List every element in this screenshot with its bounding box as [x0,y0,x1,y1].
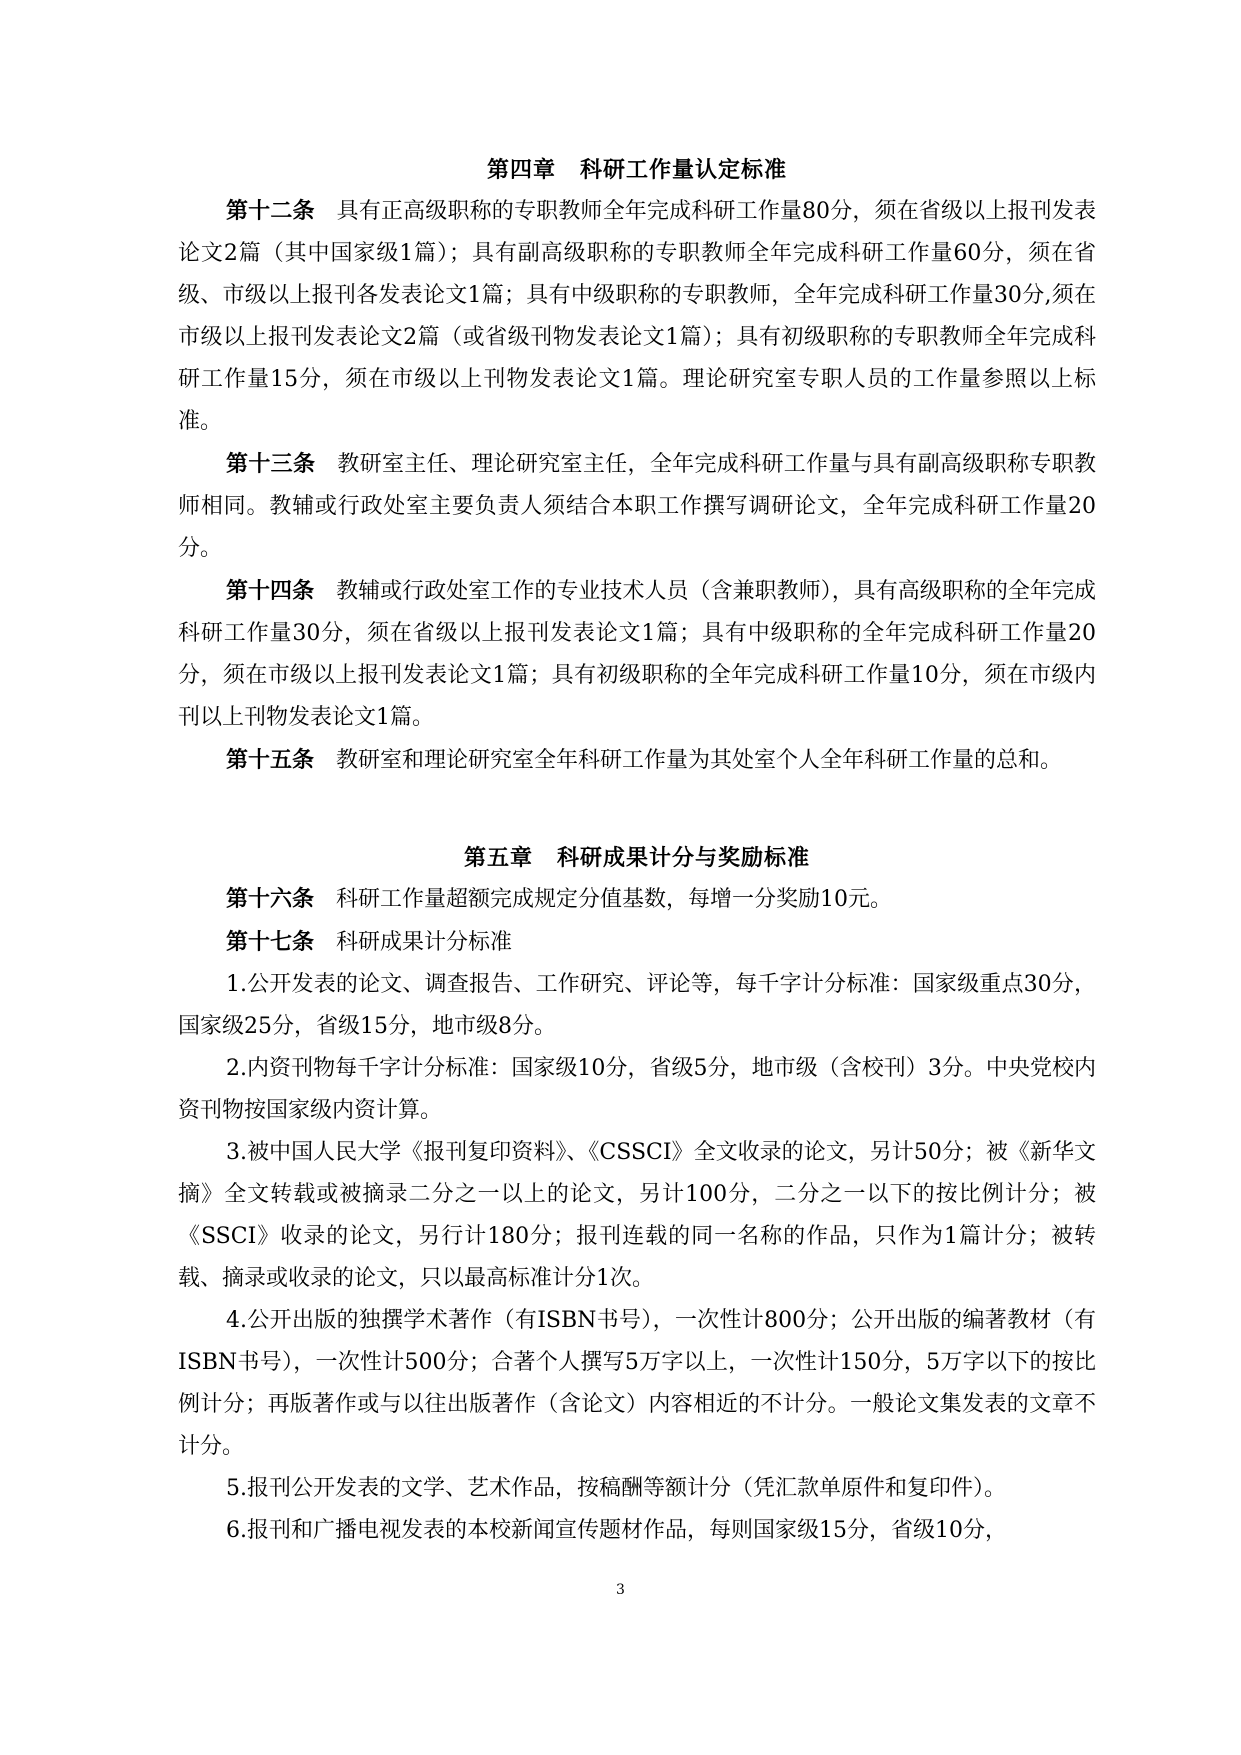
scoring-item-5: 5.报刊公开发表的文学、艺术作品，按稿酬等额计分（凭汇款单原件和复印件）。 [226,1476,1006,1501]
article-17 [178,921,1096,964]
scoring-item-1: 1.公开发表的论文、调查报告、工作研究、评论等，每千字计分标准：国家级重点30分，国家级25分，省级15分，地市级8分。 [178,972,1096,1039]
chapter-5-title: 科研成果计分与奖励标准 [557,845,811,871]
chapter-5-number: 第五章 [463,845,533,871]
article-12 [178,190,1096,443]
article-label: 第十七条 [226,929,315,955]
document-page [178,150,1096,1552]
article-label: 第十二条 [226,198,315,224]
chapter-4-title: 科研工作量认定标准 [580,157,788,183]
article-15 [178,739,1096,782]
article-label: 第十四条 [226,578,315,604]
article-text: 教研室主任、理论研究室主任，全年完成科研工作量与具有副高级职称专职教师相同。教辅或行政处室主要负责人须结合本职工作撰写调研论文，全年完成科研工作量20分。 [178,452,1096,561]
article-label: 第十三条 [226,451,316,477]
article-label: 第十五条 [226,747,315,773]
scoring-item-3: 3.被中国人民大学《报刊复印资料》、《CSSCI》全文收录的论文，另计50分；被《新华文摘》全文转载或被摘录二分之一以上的论文，另计100分，二分之一以下的按比例计分；被《SSCI》收录的论文，另行计180分；报刊连载的同一名称的作品，只作为1篇计分；被转载、摘录或收录的论文，只以最高标准计分1次。 [178,1140,1096,1291]
chapter-4-heading [178,150,1096,190]
article-text: 教辅或行政处室工作的专业技术人员（含兼职教师），具有高级职称的全年完成科研工作量30分，须在省级以上报刊发表论文1篇；具有中级职称的全年完成科研工作量20分，须在市级以上报刊发表论文1篇；具有初级职称的全年完成科研工作量10分，须在市级内刊以上刊物发表论文1篇。 [178,579,1096,730]
section-gap [178,782,1096,838]
article-13 [178,443,1096,570]
article-14 [178,570,1096,739]
article-text: 具有正高级职称的专职教师全年完成科研工作量80分，须在省级以上报刊发表论文2篇（其中国家级1篇）；具有副高级职称的专职教师全年完成科研工作量60分，须在省级、市级以上报刊各发表论文1篇；具有中级职称的专职教师，全年完成科研工作量30分,须在市级以上报刊发表论文2篇（或省级刊物发表论文1篇）；具有初级职称的专职教师全年完成科研工作量15分，须在市级以上刊物发表论文1篇。理论研究室专职人员的工作量参照以上标准。 [178,199,1096,434]
article-text: 科研工作量超额完成规定分值基数，每增一分奖励10元。 [336,887,893,912]
scoring-item-4: 4.公开出版的独撰学术著作（有ISBN书号），一次性计800分；公开出版的编著教材（有ISBN书号），一次性计500分；合著个人撰写5万字以上，一次性计150分，5万字以下的按比例计分；再版著作或与以往出版著作（含论文）内容相近的不计分。一般论文集发表的文章不计分。 [178,1308,1096,1459]
article-label: 第十六条 [226,886,315,912]
scoring-item-6: 6.报刊和广播电视发表的本校新闻宣传题材作品，每则国家级15分，省级10分， [226,1518,1007,1543]
chapter-5-heading [178,838,1096,878]
article-text: 教研室和理论研究室全年科研工作量为其处室个人全年科研工作量的总和。 [336,748,1063,773]
article-text: 科研成果计分标准 [336,930,513,955]
chapter-4-number: 第四章 [486,157,556,183]
article-16 [178,878,1096,921]
page-number: 3 [616,1582,625,1598]
scoring-item-2: 2.内资刊物每千字计分标准：国家级10分，省级5分，地市级（含校刊）3分。中央党校内资刊物按国家级内资计算。 [178,1056,1096,1123]
